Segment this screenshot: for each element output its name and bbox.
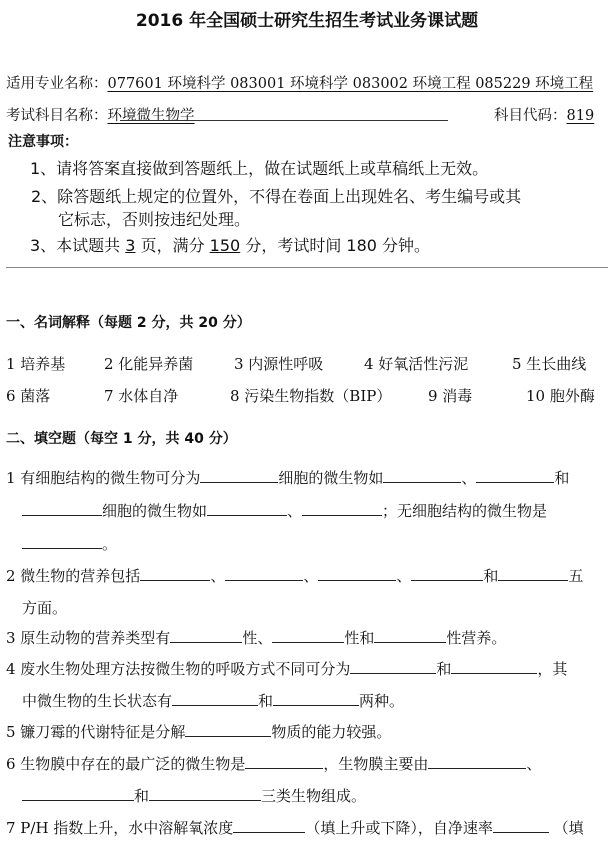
term: 7 水体自净 xyxy=(104,387,179,405)
exam-title: 2016 年全国硕士研究生招生考试业务课试题 xyxy=(135,11,479,31)
answer-blank[interactable] xyxy=(350,659,436,674)
subject-label: 考试科目名称： xyxy=(6,108,108,124)
term: 6 菌落 xyxy=(6,387,51,405)
answer-blank[interactable] xyxy=(22,534,102,549)
subject-underline xyxy=(120,120,448,121)
notes-heading: 注意事项： xyxy=(8,134,78,150)
answer-blank[interactable] xyxy=(22,786,134,801)
term: 5 生长曲线 xyxy=(512,355,587,373)
question-1-line3: 。 xyxy=(22,533,117,554)
question-6-line1: 6 生物膜中存在的最广泛的微生物是 ，生物膜主要由 、 xyxy=(6,755,542,773)
answer-blank[interactable] xyxy=(476,468,554,483)
full-score: 150 xyxy=(209,236,241,255)
answer-blank[interactable] xyxy=(149,786,261,801)
answer-blank[interactable] xyxy=(140,566,210,581)
question-4-line2: 中微生物的生长状态有 和 两种。 xyxy=(22,692,405,710)
answer-blank[interactable] xyxy=(451,659,537,674)
answer-blank[interactable] xyxy=(233,818,305,833)
answer-blank[interactable] xyxy=(374,628,446,643)
term: 1 培养基 xyxy=(6,355,66,373)
question-3: 3 原生动物的营养类型有 性、 性和 性营养。 xyxy=(6,629,507,647)
code-row xyxy=(494,104,594,125)
answer-blank[interactable] xyxy=(172,691,258,706)
note-2: 2、除答题纸上规定的位置外，不得在卷面上出现姓名、考生编号或其 xyxy=(31,187,522,206)
answer-blank[interactable] xyxy=(185,722,271,737)
answer-blank[interactable] xyxy=(200,468,278,483)
answer-blank[interactable] xyxy=(318,566,396,581)
answer-blank[interactable] xyxy=(207,501,287,516)
answer-blank[interactable] xyxy=(245,754,323,769)
term: 10 胞外酶 xyxy=(526,387,595,405)
major-value: 077601 环境科学 083001 环境科学 083002 环境工程 085229 环境工程 xyxy=(107,76,594,92)
subject-value: 环境微生物学 xyxy=(107,108,195,124)
note-3: 3、本试题共 3 页，满分 150 分，考试时间 180 分钟。 xyxy=(30,236,431,255)
question-2-line2: 方面。 xyxy=(22,599,68,617)
note-1: 1、请将答案直接做到答题纸上，做在试题纸上或草稿纸上无效。 xyxy=(30,159,489,178)
answer-blank[interactable] xyxy=(428,754,526,769)
answer-blank[interactable] xyxy=(302,501,382,516)
divider xyxy=(6,267,608,268)
code-label: 科目代码： xyxy=(494,108,567,124)
term: 8 污染生物指数（BIP） xyxy=(230,387,392,405)
major-label: 适用专业名称： xyxy=(6,76,108,92)
answer-blank[interactable] xyxy=(493,818,549,833)
question-1-line1: 1 有细胞结构的微生物可分为 细胞的微生物如 、 和 xyxy=(6,469,570,487)
subject-row xyxy=(6,104,195,125)
question-4-line1: 4 废水生物处理方法按微生物的呼吸方式不同可分为 和 ，其 xyxy=(6,660,568,678)
major-row xyxy=(6,72,593,93)
question-1-line2: 细胞的微生物如 、 ；无细胞结构的微生物是 xyxy=(22,500,547,521)
code-value: 819 xyxy=(566,108,595,124)
question-5: 5 镰刀霉的代谢特征是分解 物质的能力较强。 xyxy=(6,723,392,741)
answer-blank[interactable] xyxy=(170,628,242,643)
answer-blank[interactable] xyxy=(383,468,461,483)
term: 4 好氧活性污泥 xyxy=(364,355,469,373)
answer-blank[interactable] xyxy=(273,691,359,706)
note-2-cont: 它标志，否则按违纪处理。 xyxy=(58,210,251,229)
section2-heading: 二、填空题（每空 1 分，共 40 分） xyxy=(6,431,237,447)
term: 3 内源性呼吸 xyxy=(234,355,324,373)
term: 2 化能异养菌 xyxy=(104,355,194,373)
answer-blank[interactable] xyxy=(498,566,568,581)
answer-blank[interactable] xyxy=(225,566,303,581)
question-6-line2: 和 三类生物组成。 xyxy=(22,785,366,806)
term: 9 消毒 xyxy=(428,387,473,405)
question-2-line1: 2 微生物的营养包括 、 、 、 和 五 xyxy=(6,567,584,585)
answer-blank[interactable] xyxy=(22,501,102,516)
page-count: 3 xyxy=(125,236,136,255)
section1-heading: 一、名词解释（每题 2 分，共 20 分） xyxy=(6,315,251,331)
answer-blank[interactable] xyxy=(272,628,344,643)
answer-blank[interactable] xyxy=(411,566,483,581)
question-7: 7 P/H 指数上升，水中溶解氧浓度 （填上升或下降），自净速率 （填 xyxy=(6,819,584,837)
